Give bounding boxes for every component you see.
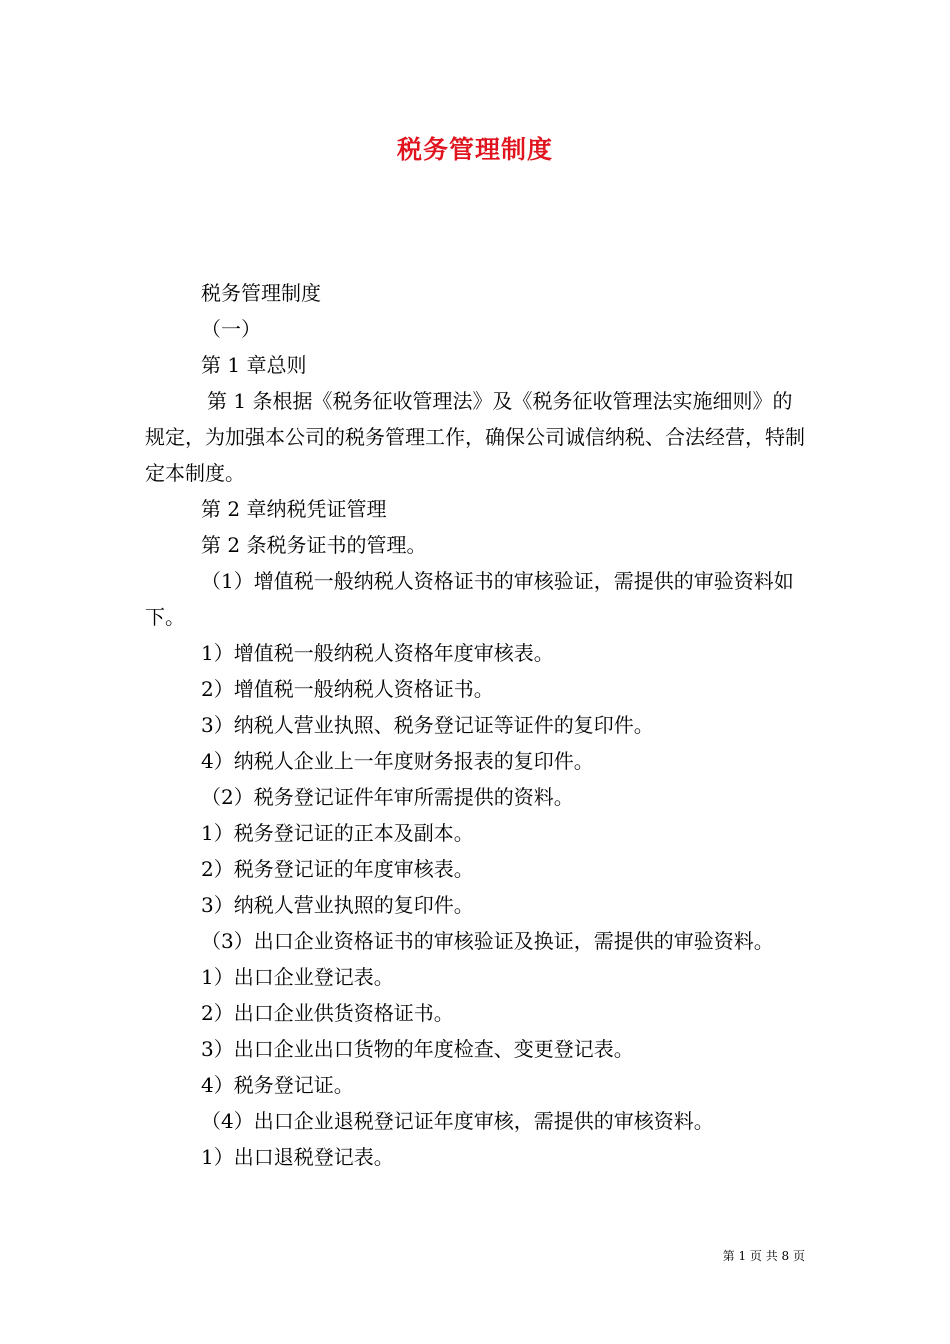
paragraph-heading: 税务管理制度 (201, 281, 321, 305)
paragraph-section-number: （一） (201, 317, 261, 341)
paragraph-subitem: 3）纳税人营业执照、税务登记证等证件的复印件。 (201, 713, 654, 737)
page-indicator: 第 1 页 共 8 页 (722, 1249, 805, 1263)
paragraph-item-2: （2）税务登记证件年审所需提供的资料。 (201, 785, 574, 809)
paragraph-subitem: 1）出口退税登记表。 (201, 1145, 394, 1169)
paragraph-subitem: 1）税务登记证的正本及副本。 (201, 821, 474, 845)
paragraph-subitem: 4）税务登记证。 (201, 1073, 354, 1097)
paragraph-article-2: 第 2 条税务证书的管理。 (201, 533, 427, 557)
paragraph-subitem: 2）出口企业供货资格证书。 (201, 1001, 454, 1025)
paragraph-subitem: 1）出口企业登记表。 (201, 965, 394, 989)
paragraph-subitem: 1）增值税一般纳税人资格年度审核表。 (201, 641, 554, 665)
document-title: 税务管理制度 (396, 135, 553, 164)
paragraph-item-4: （4）出口企业退税登记证年度审核，需提供的审核资料。 (201, 1109, 714, 1133)
document-body (145, 275, 810, 1175)
paragraph-subitem: 3）出口企业出口货物的年度检查、变更登记表。 (201, 1037, 634, 1061)
paragraph-subitem: 3）纳税人营业执照的复印件。 (201, 893, 474, 917)
paragraph-chapter-2: 第 2 章纳税凭证管理 (201, 497, 387, 521)
paragraph-item-1: （1）增值税一般纳税人资格证书的审核验证，需提供的审验资料如下。 (145, 569, 794, 629)
paragraph-subitem: 2）增值税一般纳税人资格证书。 (201, 677, 494, 701)
paragraph-article-1: 第 1 条根据《税务征收管理法》及《税务征收管理法实施细则》的规定，为加强本公司的税务管理工作，确保公司诚信纳税、合法经营，特制定本制度。 (145, 389, 805, 485)
paragraph-item-3: （3）出口企业资格证书的审核验证及换证，需提供的审验资料。 (201, 929, 774, 953)
paragraph-subitem: 4）纳税人企业上一年度财务报表的复印件。 (201, 749, 594, 773)
paragraph-subitem: 2）税务登记证的年度审核表。 (201, 857, 474, 881)
paragraph-chapter-1: 第 1 章总则 (201, 353, 307, 377)
